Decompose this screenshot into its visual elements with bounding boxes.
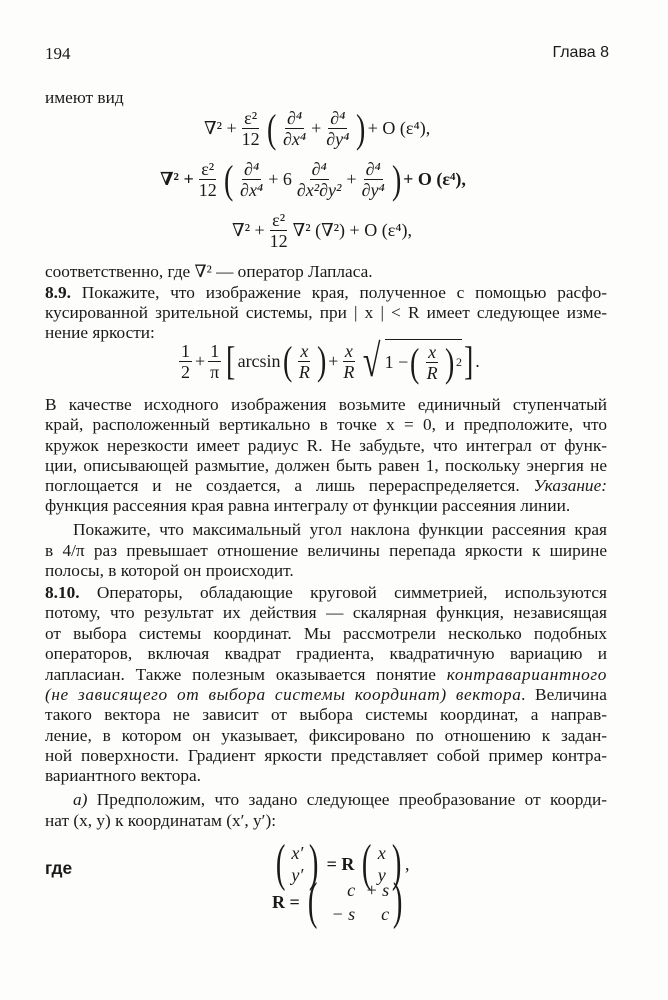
eq4-xr1-den: R [298, 361, 310, 382]
eq5-x: x [377, 843, 386, 863]
problem-8-10-number: 8.10. [45, 583, 80, 602]
term-contravariant: контравариантного [446, 665, 607, 684]
text-line-part-a [73, 790, 607, 810]
eq4-end: . [475, 350, 480, 371]
equation-rotation-matrix: R = ( c + s − s c ) [272, 873, 403, 930]
text-line: потому, что результат их действия — скалярная функция, независящая [45, 603, 607, 622]
chapter-title: Глава 8 [552, 44, 609, 61]
equation-2: ∇² + $\frac{\text{ε²}}{12}$ ( $\frac{\text{∂⁴}}{\text{∂x⁴}}$ + 6 $\frac{\text{∂⁴}}{\text{∂x²∂y²}}$ + $\frac{\text{∂⁴}}{\text{∂y⁴}}$ ) + O (ε⁴), [160, 156, 466, 202]
text-line: нение яркости: [45, 323, 155, 342]
text-line: нат (x, y) к координатам (x′, y′): [45, 811, 277, 830]
eq4-xr1 [297, 341, 312, 382]
hint-label: Указание: [533, 476, 607, 495]
eq6-lhs: R = [272, 891, 300, 912]
problem-8-9-text: Покажите, что изображение края, полученное с помощью расфо- [81, 283, 607, 302]
eq1-tail: + O (ε⁴), [367, 118, 431, 138]
eq1-plus: + [311, 118, 322, 138]
text-line: полосы, в которой он происходит. [45, 561, 294, 580]
eq2-f3 [360, 159, 387, 200]
eq1-coef [240, 108, 262, 149]
eq5-end: , [405, 853, 410, 874]
eq4-xr3 [425, 342, 440, 383]
eq2-tail: + O (ε⁴), [403, 169, 466, 189]
text-line-8-10 [45, 583, 607, 603]
eq2-f2-den: ∂x²∂y² [296, 180, 342, 200]
eq3-lhs: ∇² + [232, 220, 265, 240]
eq4-radicand: 1 − ( $\frac{x}{R}$ ) 2 [384, 339, 462, 385]
text-line: операторов, включая квадрат градиента, квадратичную вариацию и [45, 644, 607, 663]
eq3-tail: ∇² (∇²) + O (ε⁴), [292, 220, 413, 240]
eq4-xr3-num: x [428, 342, 437, 362]
eq3-num: ε² [272, 210, 286, 230]
text-line: от выбора системы координат. Мы рассмотрели несколько подобных [45, 624, 607, 643]
eq2-f2 [295, 159, 344, 200]
part-a-label: а) [73, 790, 88, 809]
eq1-den: 12 [241, 129, 260, 149]
eq2-num: ε² [201, 159, 215, 179]
text-magnitude: Величина [535, 685, 607, 704]
eq3-coef [268, 210, 290, 251]
eq2-f3-num: ∂⁴ [365, 159, 381, 179]
eq4-plus: + [195, 350, 206, 371]
eq4-plus2: + [328, 350, 339, 371]
eq4-root: 1 − [384, 352, 409, 372]
eq4-a: 1 [181, 340, 190, 361]
eq4-xr1-num: x [300, 340, 309, 361]
problem-8-10-text: Операторы, обладающие круговой симметрией, используются [96, 583, 607, 602]
text-line: такого вектора не зависит от выбора системы координат, а направ- [45, 705, 607, 724]
eq2-coef [197, 159, 219, 200]
eq5-y: y [377, 865, 386, 885]
eq1-num: ε² [244, 108, 258, 128]
eq2-plus: + [346, 169, 357, 189]
text-line: ной поверхности. Градиент яркости представляет собой пример контра- [45, 746, 607, 765]
eq4-xr2 [341, 341, 356, 382]
text-line-contravariant [45, 665, 607, 685]
text-line: кусированной зрительной системы, при | x | < R имеет следующее изме- [45, 303, 607, 322]
eq6-m12: + s [365, 880, 390, 900]
eq2-f1-den: ∂x⁴ [240, 180, 264, 200]
eq4-inv-pi [208, 341, 221, 382]
equation-transform: ( x′ y′ ) = R ( x y ) , [275, 835, 410, 892]
eq3-den: 12 [269, 231, 288, 251]
page-number: 194 [45, 44, 71, 63]
eq2-f1 [238, 159, 265, 200]
text-line: В качестве исходного изображения возьмите единичный ступенчатый [45, 395, 607, 414]
equation-3 [232, 210, 412, 251]
eq4-half [179, 341, 192, 382]
problem-8-9-number: 8.9. [45, 283, 71, 302]
eq2-f2-num: ∂⁴ [311, 159, 327, 179]
eq6-m11: c [347, 880, 356, 900]
eq5-x1: x′ [291, 843, 304, 863]
eq4-xr3-den: R [426, 363, 438, 383]
part-a-text: Предположим, что задано следующее преобразование от коорди- [96, 790, 608, 809]
equation-brightness: $\frac{1}{2}$ + $\frac{1}{\pi}$ [ arcsin ( $\frac{x}{R}$ ) + $\frac{x}{R}$ √ 1 − ( $\frac{x}{R}$ ) 2 ] . [181, 335, 480, 386]
text-line: в 4/π раз превышает отношение величины перепада яркости к ширине [45, 541, 607, 560]
eq2-mid: + 6 [268, 169, 292, 189]
eq1-f1 [281, 108, 308, 149]
eq1-f1-num: ∂⁴ [286, 108, 303, 128]
text-line-8-9 [45, 283, 607, 303]
text-useful: лапласиан. Также полезным оказывается понятие [45, 665, 436, 684]
eq4-xr2-den: R [343, 361, 355, 382]
eq5-y1: y′ [291, 865, 304, 885]
term-definition: (не зависящего от выбора системы координат) вектора. [45, 685, 527, 704]
eq2-f1-num: ∂⁴ [244, 159, 260, 179]
text-where: где [45, 858, 73, 878]
eq4-xr2-num: x [344, 340, 353, 361]
eq4-arcsin: arcsin [237, 350, 281, 371]
equation-1: ∇² + $\frac{\text{ε²}}{12}$ ( $\frac{\text{∂⁴}}{\text{∂x⁴}}$ + $\frac{\text{∂⁴}}{\text{∂y⁴}}$ ) + O (ε⁴), [204, 105, 431, 151]
text-line: кружок нерезкости имеет радиус R. Не забудьте, что интеграл от функ- [45, 436, 607, 455]
eq6-m21: − s [331, 904, 356, 924]
eq2-f3-den: ∂y⁴ [361, 180, 385, 200]
eq6-m22: c [381, 904, 390, 924]
text-line-definition [45, 685, 607, 705]
eq4-d: π [210, 361, 220, 382]
eq1-f2-den: ∂y⁴ [326, 129, 350, 149]
eq2-lhs: ∇² + [160, 169, 194, 189]
eq4-c: 1 [210, 340, 220, 361]
eq4-b: 2 [181, 361, 190, 382]
text-line: край, расположенный вертикально в точке x = 0, и предположите, что [45, 415, 607, 434]
eq6-matrix [321, 878, 389, 926]
text-line: Покажите, что максимальный угол наклона функции рассеяния края [73, 520, 607, 539]
eq2-den: 12 [198, 180, 217, 200]
eq5-eq: = R [326, 853, 355, 874]
text-line-laplace: соответственно, где ∇² — оператор Лапласа. [45, 262, 373, 281]
intro-text: имеют вид [45, 88, 124, 107]
eq1-lhs: ∇² + [204, 118, 237, 138]
text-line: вариантного вектора. [45, 766, 201, 785]
text-line: функция рассеяния края равна интегралу от функции рассеяния линии. [45, 496, 571, 515]
eq1-f1-den: ∂x⁴ [282, 129, 307, 149]
text-line: ции, описывающей размытие, должен быть равен 1, поскольку энергия не [45, 456, 607, 475]
eq1-f2 [324, 108, 351, 149]
eq1-f2-num: ∂⁴ [330, 108, 346, 128]
text-line: ление, в котором он указывает, фиксировано по отношению к задан- [45, 726, 607, 745]
text-line-hint [45, 476, 607, 496]
text-absorbed: поглощается и не создается, а лишь перераспределяется. [45, 476, 520, 495]
